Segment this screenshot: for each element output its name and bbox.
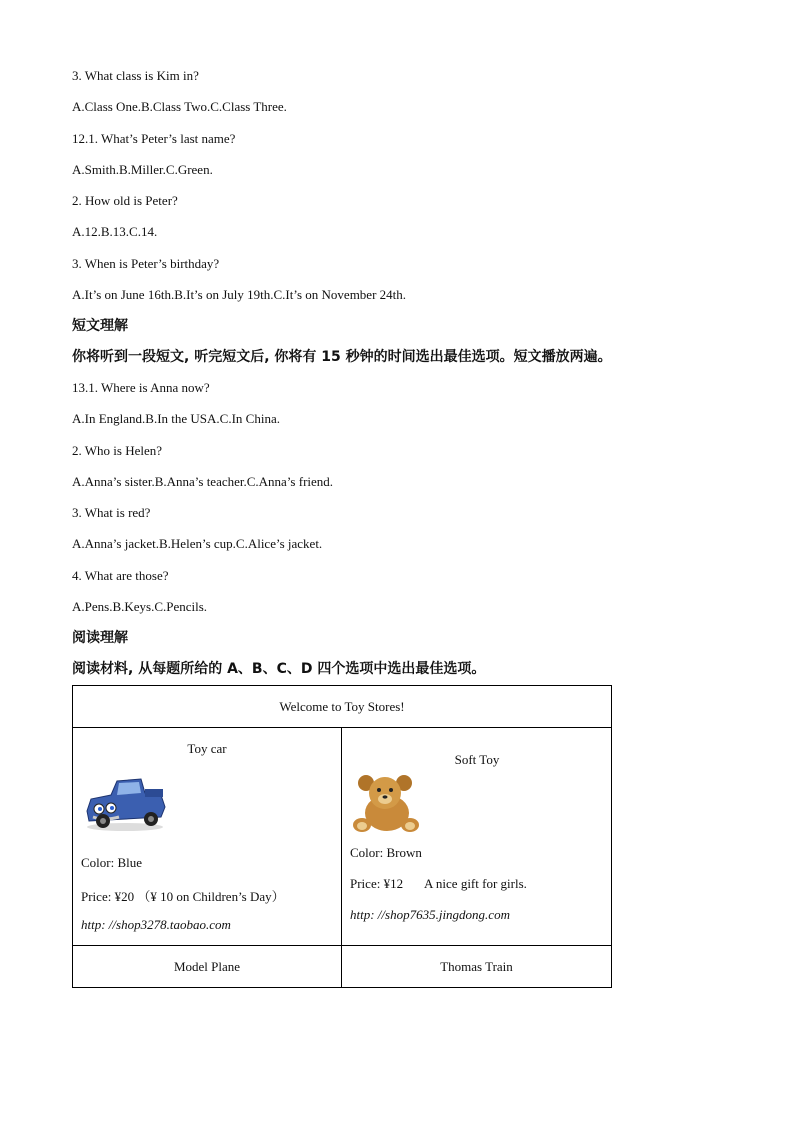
teddy-bear-image (350, 773, 424, 835)
question-12-2: 2. How old is Peter? (72, 193, 178, 208)
toy-store-table (72, 685, 612, 988)
question-13-4-options: A.Pens.B.Keys.C.Pencils. (72, 599, 208, 614)
question-13-3: 3. What is red? (72, 505, 151, 520)
model-plane-cell: Model Plane (73, 946, 342, 988)
question-13-2: 2. Who is Helen? (72, 443, 163, 458)
section-reading-title: 阅读理解 (72, 630, 128, 646)
question-13-3-options: A.Anna’s jacket.B.Helen’s cup.C.Alice’s jacket. (72, 536, 323, 551)
toy-car-url[interactable]: http: //shop3278.taobao.com (81, 917, 231, 932)
soft-toy-note: A nice gift for girls. (424, 876, 527, 891)
question-12-1-options: A.Smith.B.Miller.C.Green. (72, 162, 213, 177)
question-12-1: 12.1. What’s Peter’s last name? (72, 131, 236, 146)
thomas-train-cell: Thomas Train (342, 946, 612, 988)
question-12-3: 3. When is Peter’s birthday? (72, 256, 220, 271)
question-13-1: 13.1. Where is Anna now? (72, 380, 210, 395)
soft-toy-url[interactable]: http: //shop7635.jingdong.com (350, 907, 510, 922)
toy-car-cell (73, 728, 342, 946)
soft-toy-color: Color: Brown (350, 845, 422, 860)
welcome-cell: Welcome to Toy Stores! (73, 686, 612, 728)
question-13-2-options: A.Anna’s sister.B.Anna’s teacher.C.Anna’s friend. (72, 474, 334, 489)
question-11-3-options: A.Class One.B.Class Two.C.Class Three. (72, 99, 287, 114)
question-11-3: 3. What class is Kim in? (72, 68, 199, 83)
soft-toy-name: Soft Toy (454, 752, 500, 767)
section-passage-title: 短文理解 (72, 318, 128, 334)
section-passage-instructions: 你将听到一段短文, 听完短文后, 你将有 15 秒钟的时间选出最佳选项。短文播放两遍。 (72, 349, 612, 365)
section-reading-instructions: 阅读材料, 从每题所给的 A、B、C、D 四个选项中选出最佳选项。 (72, 661, 486, 677)
toy-car-price: Price: ¥20 （¥ 10 on Children’s Day） (81, 889, 285, 904)
question-13-4: 4. What are those? (72, 568, 169, 583)
toy-car-image (81, 773, 169, 833)
soft-toy-cell (342, 728, 612, 946)
question-12-2-options: A.12.B.13.C.14. (72, 224, 158, 239)
question-13-1-options: A.In England.B.In the USA.C.In China. (72, 411, 280, 426)
question-12-3-options: A.It’s on June 16th.B.It’s on July 19th.C.It’s on November 24th. (72, 287, 407, 302)
soft-toy-price: Price: ¥12 (350, 876, 404, 891)
toy-car-name: Toy car (187, 741, 227, 756)
toy-car-color: Color: Blue (81, 855, 143, 870)
